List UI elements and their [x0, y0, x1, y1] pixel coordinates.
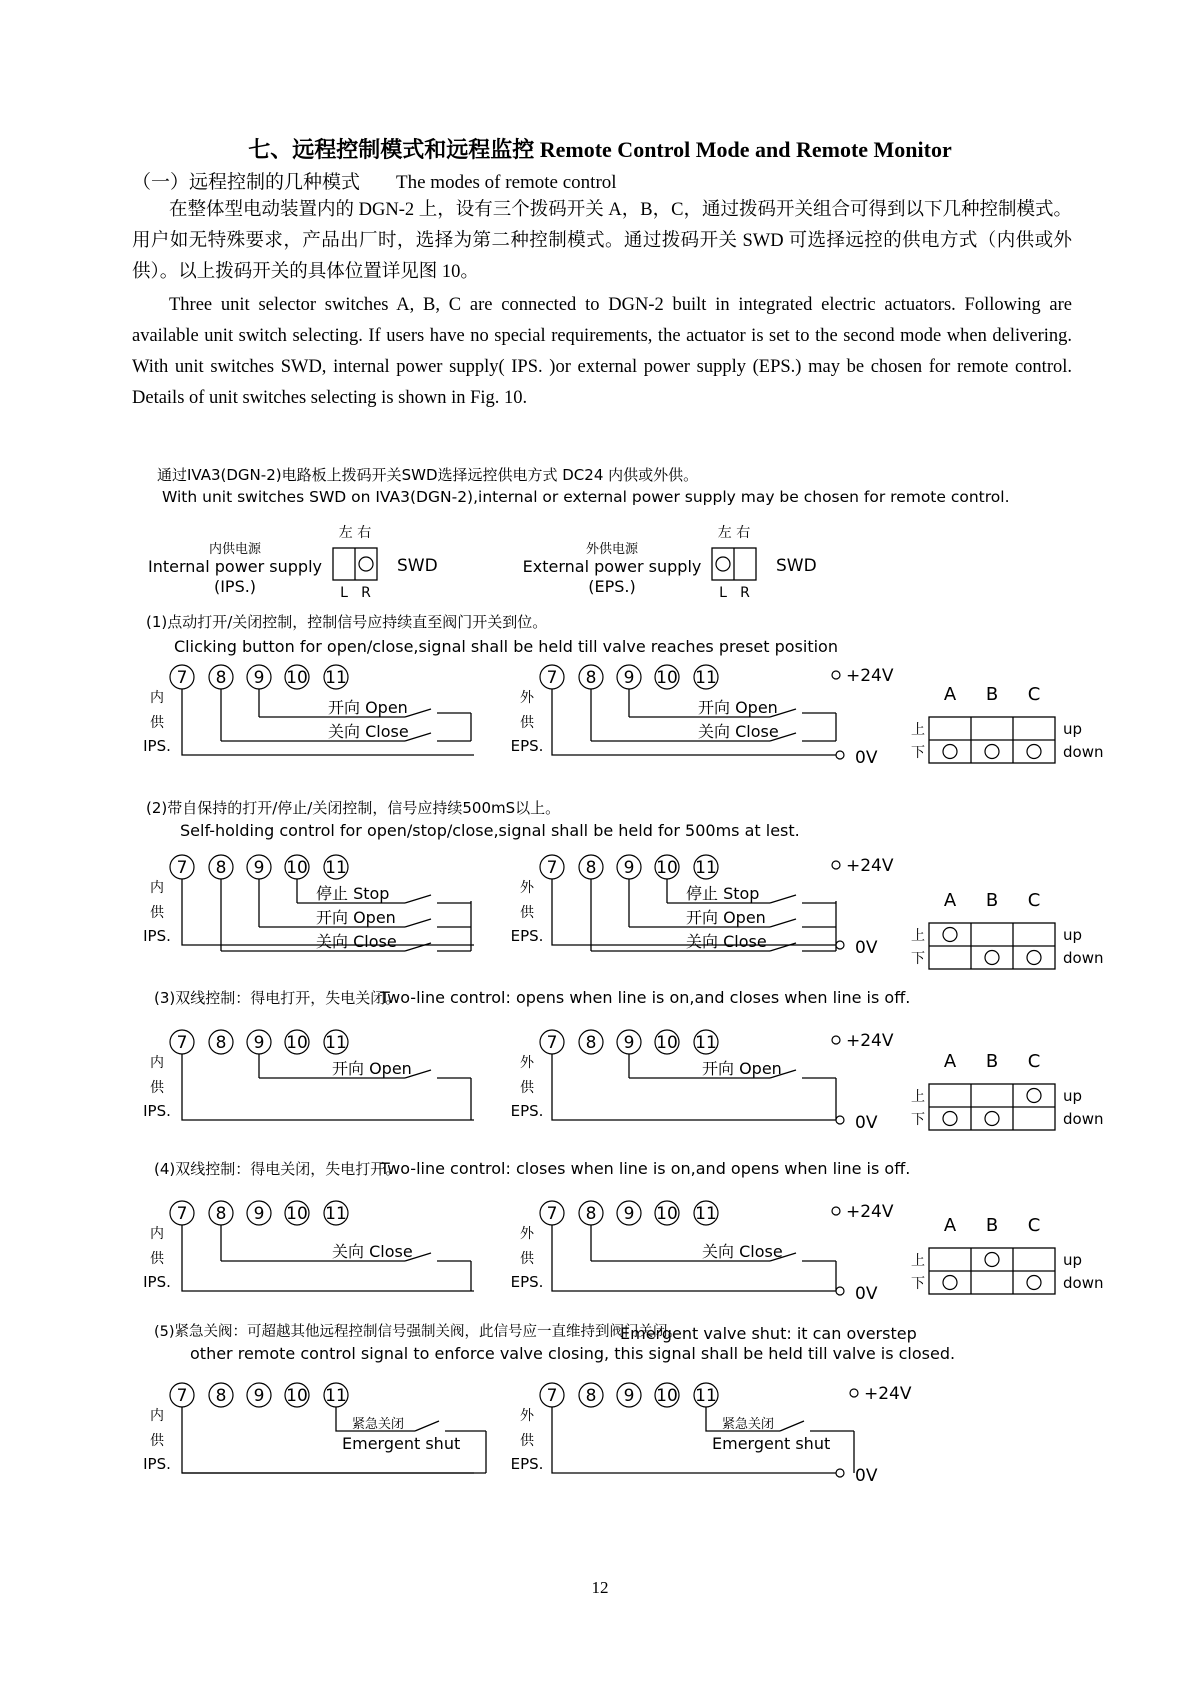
dip-col-C: C [1027, 1051, 1041, 1072]
swd-supply-cn-external: 外供电源 [585, 542, 639, 557]
dip-col-A: A [943, 684, 957, 705]
emergent-switch-internal [415, 1421, 439, 1431]
label-24v: +24V [846, 1202, 894, 1222]
terminal-label-7: 7 [546, 1204, 558, 1224]
dip-col-C: C [1027, 1215, 1041, 1236]
stop-contact-external-label: 停止 Stop [686, 884, 760, 903]
terminal-label-8: 8 [215, 1386, 227, 1406]
terminal-label-11: 11 [695, 1386, 717, 1406]
supply-vert-2: 供 [150, 715, 164, 731]
terminal-label-8: 8 [585, 1033, 597, 1053]
open-contact-internal-switch [405, 709, 431, 717]
dip-up-label: up [1063, 1251, 1083, 1269]
swd-r-label-internal: R [361, 585, 371, 601]
terminal-label-11: 11 [325, 1033, 347, 1053]
figure-intro-en: With unit switches SWD on IVA3(DGN-2),internal or external power supply may be chosen for remote control. [162, 488, 1010, 506]
supply-vert-2: 供 [150, 905, 164, 921]
swd-supply-cn-internal: 内供电源 [208, 542, 262, 557]
mode-3-title-cn: (3)双线控制：得电打开，失电关闭。 [154, 989, 401, 1007]
open-contact-external-label: 开向 Open [686, 908, 766, 927]
ips-label: IPS. [143, 1273, 171, 1291]
terminal-label-10: 10 [286, 1033, 308, 1053]
terminal-label-11: 11 [695, 1204, 717, 1224]
swd-knob-internal [359, 557, 373, 571]
supply-vert-1: 外 [520, 1055, 534, 1071]
terminal-label-9: 9 [623, 1204, 635, 1224]
dip-down-label: down [1063, 1110, 1104, 1128]
terminal-label-11: 11 [325, 1204, 347, 1224]
swd-supply-abbr-internal: (IPS.) [213, 577, 257, 596]
dip-knob-down-B [985, 1112, 999, 1126]
dip-knob-up-A [943, 928, 957, 942]
dip-col-C: C [1027, 684, 1041, 705]
dip-down-label: down [1063, 1274, 1104, 1292]
terminal-24v [832, 1036, 840, 1044]
open-contact-external-label: 开向 Open [702, 1059, 782, 1078]
close-contact-internal-switch [405, 943, 431, 951]
supply-vert-1: 外 [520, 1408, 534, 1424]
terminal-label-8: 8 [215, 1033, 227, 1053]
dip-up-cn: 上 [911, 1253, 925, 1269]
terminal-label-9: 9 [253, 1204, 265, 1224]
terminal-label-11: 11 [695, 668, 717, 688]
terminal-0v [836, 751, 844, 759]
dip-col-C: C [1027, 890, 1041, 911]
swd-knob-external [716, 557, 730, 571]
supply-vert-1: 内 [150, 1226, 164, 1242]
close-contact-internal-label: 关向 Close [328, 722, 409, 741]
label-24v: +24V [846, 1031, 894, 1051]
terminal-label-7: 7 [176, 1204, 188, 1224]
swd-label-internal: SWD [397, 556, 438, 576]
supply-vert-2: 供 [520, 1433, 534, 1449]
dip-up-cn: 上 [911, 1089, 925, 1105]
label-0v: 0V [855, 748, 878, 768]
terminal-label-10: 10 [286, 668, 308, 688]
terminal-label-10: 10 [656, 858, 678, 878]
stop-contact-internal-switch [405, 895, 431, 903]
mode-4-title-cn: (4)双线控制：得电关闭，失电打开。 [154, 1160, 401, 1178]
mode-1-title-en: Clicking button for open/close,signal shall be held till valve reaches preset position [174, 637, 838, 656]
dip-knob-down-A [943, 1112, 957, 1126]
eps-label: EPS. [510, 1455, 544, 1473]
supply-vert-1: 内 [150, 1055, 164, 1071]
common-wire-external [552, 1054, 840, 1120]
mode-5-title-en: Emergent valve shut: it can overstep [620, 1324, 917, 1343]
terminal-24v [850, 1389, 858, 1397]
swd-left-right-label-external: 左 右 [717, 525, 751, 541]
dip-col-B: B [985, 1051, 999, 1072]
ips-label: IPS. [143, 737, 171, 755]
emergent-en-external: Emergent shut [712, 1434, 831, 1453]
supply-vert-1: 外 [520, 880, 534, 896]
supply-vert-1: 内 [150, 690, 164, 706]
eps-label: EPS. [510, 737, 544, 755]
dip-knob-down-C [1027, 745, 1041, 759]
dip-col-B: B [985, 890, 999, 911]
terminal-label-7: 7 [176, 858, 188, 878]
dip-down-label: down [1063, 949, 1104, 967]
swd-supply-abbr-external: (EPS.) [588, 577, 636, 596]
terminal-label-10: 10 [656, 1386, 678, 1406]
mode-5-title-cn: (5)紧急关阀：可超越其他远程控制信号强制关阀，此信号应一直维持到阀门关闭。 [154, 1324, 683, 1340]
terminal-label-11: 11 [325, 858, 347, 878]
chinese-paragraph: 在整体型电动装置内的 DGN-2 上，设有三个拨码开关 A，B，C，通过拨码开关组合可得到以下几种控制模式。用户如无特殊要求，产品出厂时，选择为第二种控制模式。通过拨码开关 SWD 可选择远控的供电方式（内供或外供）。以上拨码开关的具体位置详见图 10。 [132, 200, 1072, 282]
mode-4-title-en: Two-line control: closes when line is on,and opens when line is off. [380, 1159, 911, 1178]
section-heading: 七、远程控制模式和远程监控 Remote Control Mode and Remote Monitor [248, 137, 952, 162]
dip-knob-up-B [985, 1253, 999, 1267]
label-24v: +24V [864, 1384, 912, 1404]
dip-down-cn: 下 [911, 1112, 925, 1128]
terminal-label-7: 7 [176, 1033, 188, 1053]
figure-intro-cn: 通过IVA3(DGN-2)电路板上拨码开关SWD选择远控供电方式 DC24 内供或外供。 [157, 466, 699, 484]
terminal-24v [832, 1207, 840, 1215]
terminal-label-8: 8 [215, 858, 227, 878]
dip-up-cn: 上 [911, 722, 925, 738]
label-0v: 0V [855, 1466, 878, 1486]
terminal-label-8: 8 [585, 668, 597, 688]
terminal-0v [836, 1116, 844, 1124]
terminal-label-11: 11 [695, 1033, 717, 1053]
terminal-label-9: 9 [253, 1033, 265, 1053]
mode-3-title-en: Two-line control: opens when line is on,and closes when line is off. [380, 988, 911, 1007]
emergent-cn-external: 紧急关闭 [722, 1417, 775, 1432]
close-contact-internal-label: 关向 Close [332, 1242, 413, 1261]
mode-2-title-en: Self-holding control for open/stop/close,signal shall be held for 500ms at lest. [180, 821, 800, 840]
mode-1-title-cn: (1)点动打开/关闭控制，控制信号应持续直至阀门开关到位。 [146, 613, 548, 631]
label-24v: +24V [846, 666, 894, 686]
eps-label: EPS. [510, 1273, 544, 1291]
open-contact-external-label: 开向 Open [698, 698, 778, 717]
ips-label: IPS. [143, 927, 171, 945]
supply-vert-1: 内 [150, 1408, 164, 1424]
swd-left-right-label-internal: 左 右 [338, 525, 372, 541]
label-0v: 0V [855, 938, 878, 958]
swd-l-label-external: L [719, 585, 727, 601]
label-24v: +24V [846, 856, 894, 876]
terminal-label-8: 8 [215, 668, 227, 688]
dip-up-label: up [1063, 1087, 1083, 1105]
dip-knob-down-C [1027, 1276, 1041, 1290]
terminal-label-10: 10 [656, 1033, 678, 1053]
stop-contact-internal-label: 停止 Stop [316, 884, 390, 903]
common-wire-internal [182, 1225, 474, 1291]
dip-up-label: up [1063, 926, 1083, 944]
emergent-cn-internal: 紧急关闭 [352, 1417, 405, 1432]
dip-knob-down-A [943, 745, 957, 759]
terminal-label-9: 9 [623, 858, 635, 878]
terminal-label-7: 7 [546, 1033, 558, 1053]
swd-l-label-internal: L [340, 585, 348, 601]
terminal-label-10: 10 [286, 1386, 308, 1406]
dip-col-A: A [943, 1215, 957, 1236]
dip-down-cn: 下 [911, 951, 925, 967]
emergent-switch-external [780, 1421, 804, 1431]
close-contact-external-label: 关向 Close [698, 722, 779, 741]
terminal-label-11: 11 [695, 858, 717, 878]
terminal-label-7: 7 [176, 668, 188, 688]
open-contact-internal-label: 开向 Open [328, 698, 408, 717]
open-contact-external-switch [770, 919, 796, 927]
common-wire-internal [182, 1054, 474, 1120]
close-contact-external-label: 关向 Close [702, 1242, 783, 1261]
terminal-label-9: 9 [253, 1386, 265, 1406]
terminal-0v [836, 1287, 844, 1295]
eps-label: EPS. [510, 1102, 544, 1120]
swd-supply-en-internal: Internal power supply [148, 557, 322, 576]
dip-knob-down-B [985, 745, 999, 759]
open-contact-internal-label: 开向 Open [332, 1059, 412, 1078]
close-contact-internal-label: 关向 Close [316, 932, 397, 951]
ips-label: IPS. [143, 1102, 171, 1120]
dip-col-B: B [985, 1215, 999, 1236]
stop-contact-external-switch [770, 895, 796, 903]
supply-vert-2: 供 [520, 905, 534, 921]
dip-up-cn: 上 [911, 928, 925, 944]
common-wire-external [552, 689, 840, 755]
label-0v: 0V [855, 1113, 878, 1133]
terminal-label-9: 9 [623, 668, 635, 688]
dip-down-cn: 下 [911, 1276, 925, 1292]
terminal-24v [832, 861, 840, 869]
terminal-label-10: 10 [286, 858, 308, 878]
dip-up-label: up [1063, 720, 1083, 738]
swd-r-label-external: R [740, 585, 750, 601]
supply-vert-1: 外 [520, 690, 534, 706]
terminal-label-8: 8 [585, 1204, 597, 1224]
supply-vert-2: 供 [150, 1080, 164, 1096]
terminal-label-9: 9 [623, 1033, 635, 1053]
supply-vert-2: 供 [150, 1433, 164, 1449]
terminal-label-10: 10 [656, 1204, 678, 1224]
dip-down-cn: 下 [911, 745, 925, 761]
supply-vert-1: 内 [150, 880, 164, 896]
terminal-label-9: 9 [253, 858, 265, 878]
open-contact-internal-switch [405, 919, 431, 927]
swd-supply-en-external: External power supply [522, 557, 702, 576]
dip-col-A: A [943, 890, 957, 911]
supply-vert-2: 供 [520, 1251, 534, 1267]
close-contact-internal-switch [405, 733, 431, 741]
emergent-en-internal: Emergent shut [342, 1434, 461, 1453]
terminal-label-8: 8 [215, 1204, 227, 1224]
dip-knob-down-C [1027, 951, 1041, 965]
mode-2-title-cn: (2)带自保持的打开/停止/关闭控制，信号应持续500mS以上。 [146, 799, 561, 817]
supply-vert-2: 供 [520, 715, 534, 731]
terminal-label-7: 7 [546, 668, 558, 688]
terminal-label-11: 11 [325, 1386, 347, 1406]
terminal-label-7: 7 [176, 1386, 188, 1406]
terminal-0v [836, 941, 844, 949]
supply-vert-2: 供 [520, 1080, 534, 1096]
dip-knob-down-B [985, 951, 999, 965]
terminal-label-7: 7 [546, 1386, 558, 1406]
terminal-label-9: 9 [253, 668, 265, 688]
close-contact-external-switch [770, 943, 796, 951]
ips-label: IPS. [143, 1455, 171, 1473]
terminal-label-7: 7 [546, 858, 558, 878]
eps-label: EPS. [510, 927, 544, 945]
terminal-label-10: 10 [656, 668, 678, 688]
dip-col-B: B [985, 684, 999, 705]
terminal-label-8: 8 [585, 858, 597, 878]
terminal-label-11: 11 [325, 668, 347, 688]
dip-col-A: A [943, 1051, 957, 1072]
common-wire-external [552, 1225, 840, 1291]
terminal-0v [836, 1469, 844, 1477]
subsection-heading-en: The modes of remote control [396, 172, 617, 193]
terminal-24v [832, 671, 840, 679]
label-0v: 0V [855, 1284, 878, 1304]
dip-knob-down-A [943, 1276, 957, 1290]
terminal-label-8: 8 [585, 1386, 597, 1406]
dip-down-label: down [1063, 743, 1104, 761]
open-contact-internal-label: 开向 Open [316, 908, 396, 927]
english-paragraph: Three unit selector switches A, B, C are connected to DGN-2 built in integrated electric actuators. Following are available unit switch selecting. If users have no special requirements, the actuator is set to the second mode when delivering. With unit switches SWD, internal power supply( IPS. )or external power supply (EPS.) may be chosen for remote control. Details of unit switches selecting is shown in Fig. 10. [132, 295, 1072, 408]
mode-5-title-en2: other remote control signal to enforce valve closing, this signal shall be held till valve is closed. [190, 1344, 956, 1363]
terminal-label-10: 10 [286, 1204, 308, 1224]
close-contact-external-label: 关向 Close [686, 932, 767, 951]
dip-knob-up-C [1027, 1089, 1041, 1103]
swd-label-external: SWD [776, 556, 817, 576]
subsection-heading-cn: （一）远程控制的几种模式 [132, 172, 361, 193]
page-number: 12 [591, 1578, 609, 1597]
terminal-label-9: 9 [623, 1386, 635, 1406]
supply-vert-2: 供 [150, 1251, 164, 1267]
supply-vert-1: 外 [520, 1226, 534, 1242]
